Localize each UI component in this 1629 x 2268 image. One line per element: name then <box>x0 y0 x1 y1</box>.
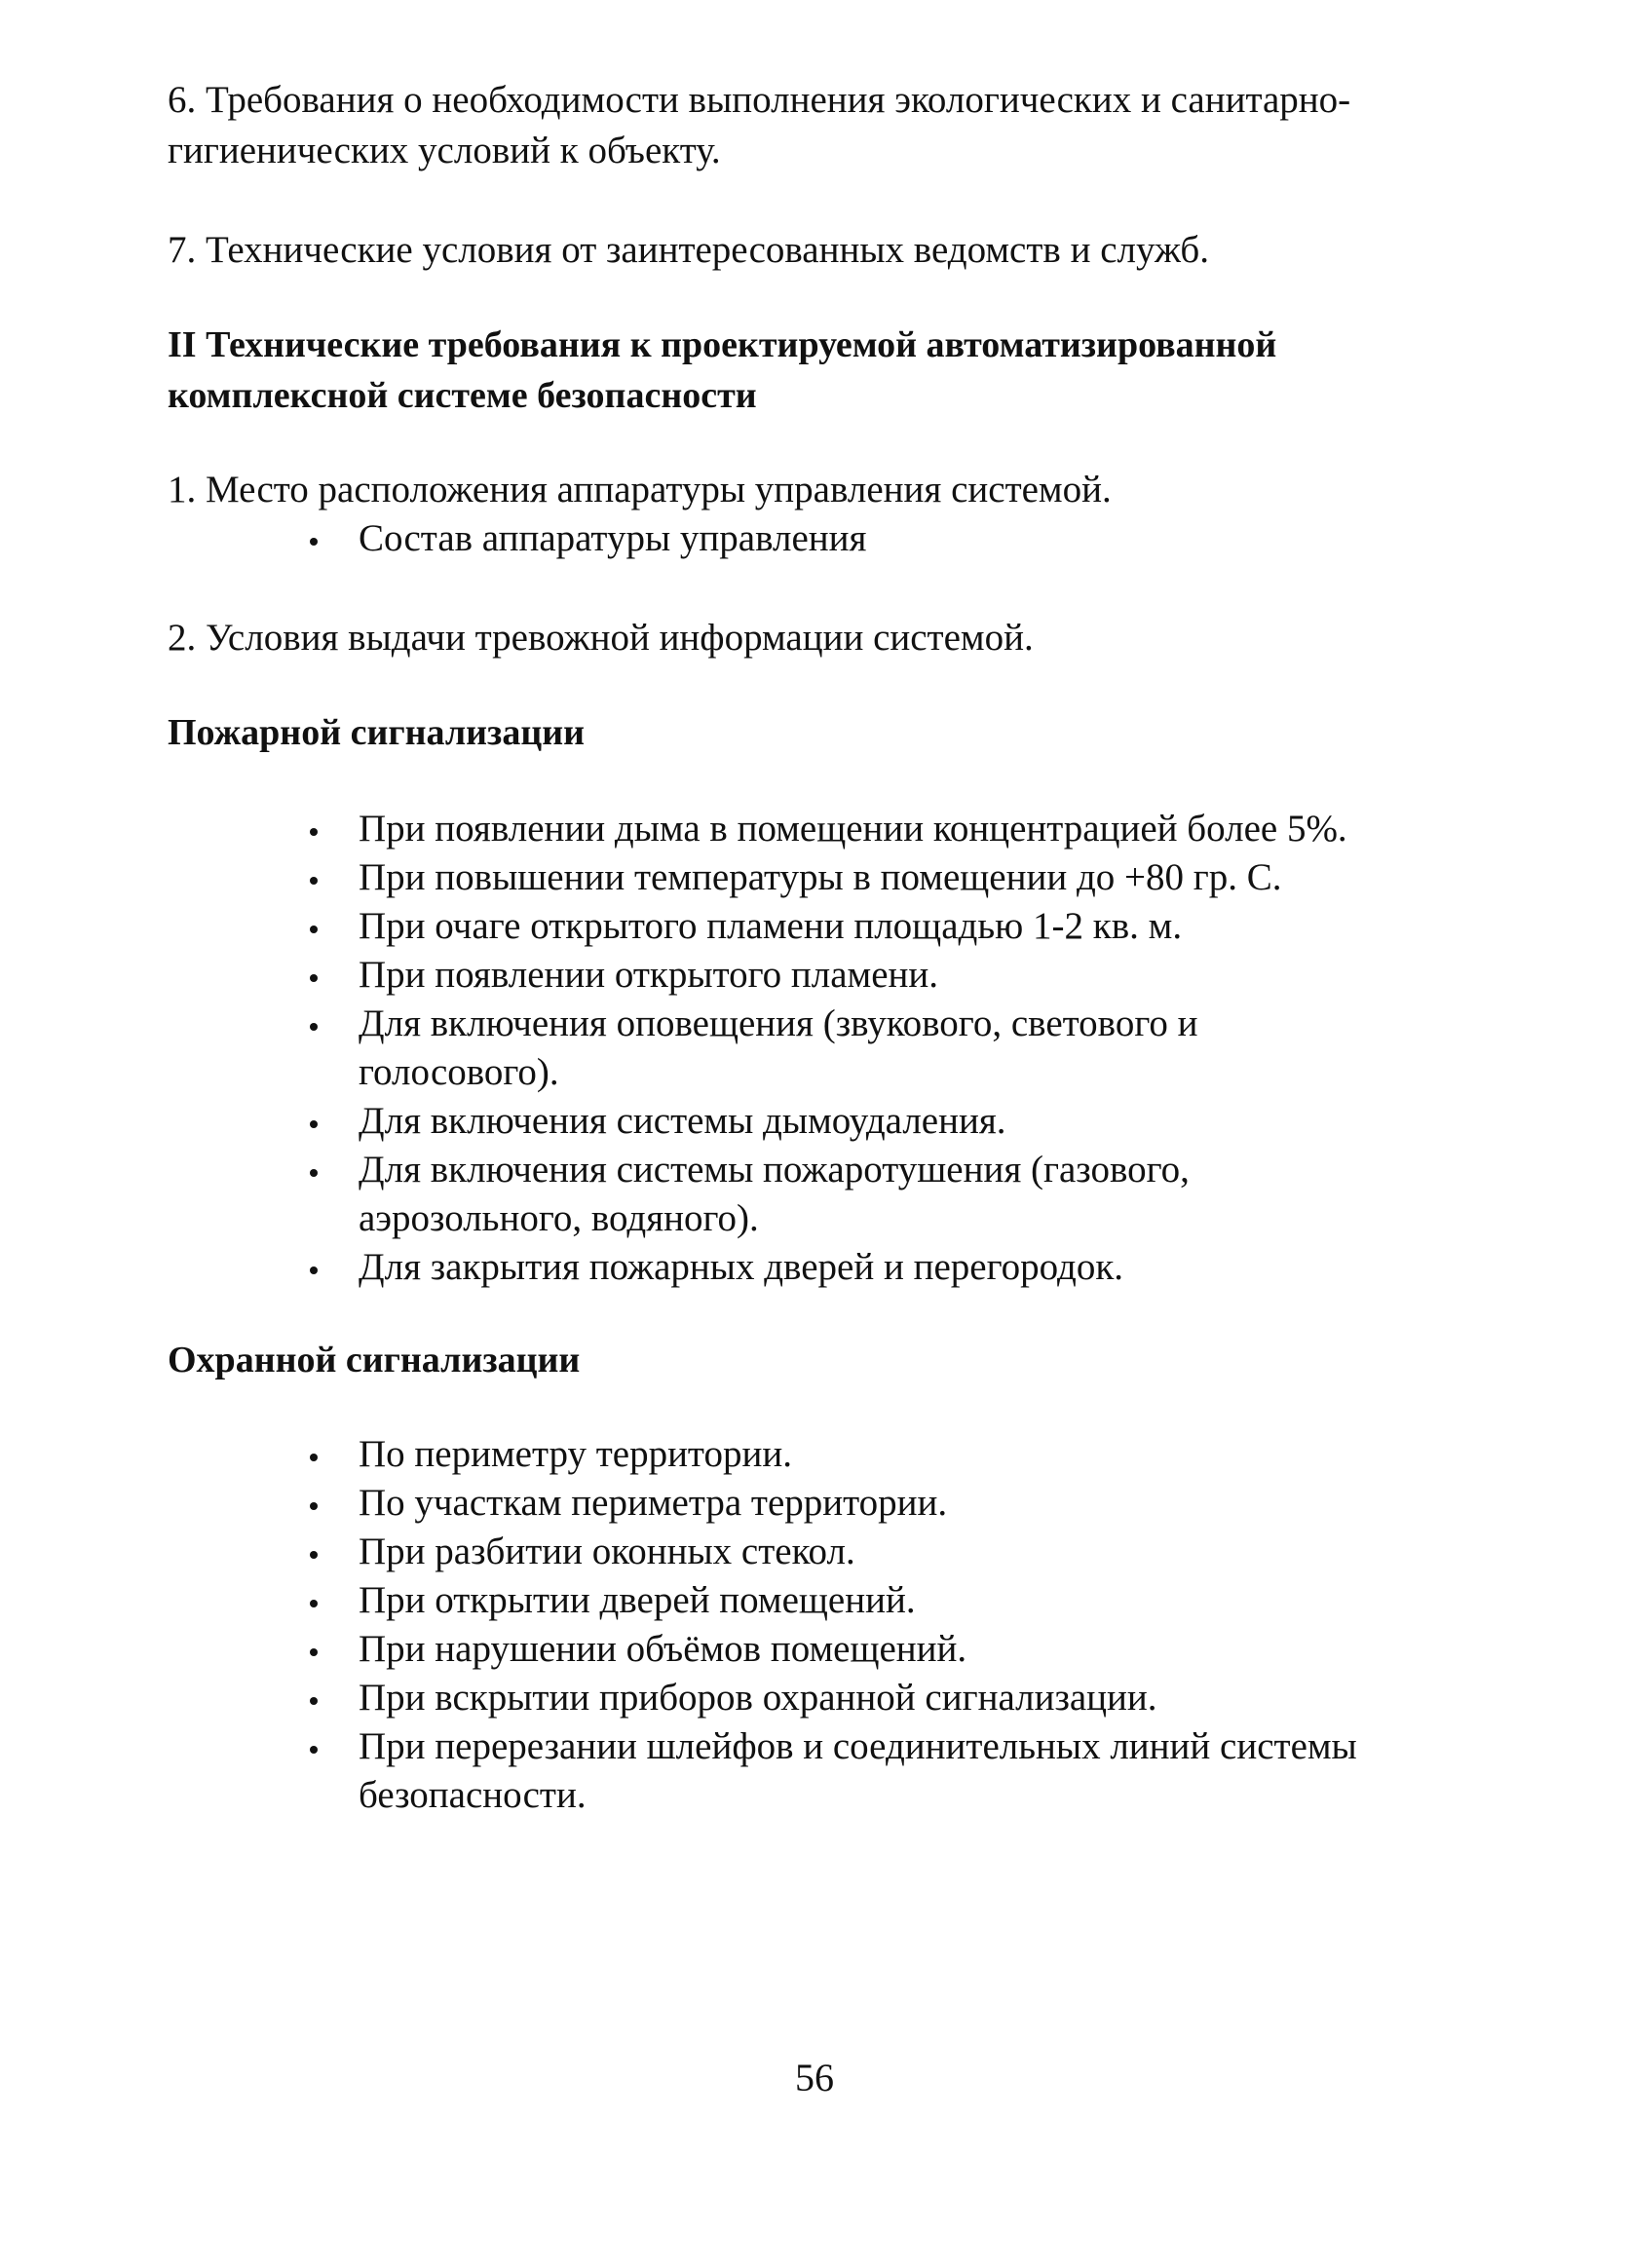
item-7: 7. Технические условия от заинтересованных ведомств и служб. <box>168 229 1209 271</box>
bullet-icon <box>310 1502 318 1510</box>
security-list-item: При нарушении объёмов помещений. <box>310 1625 966 1674</box>
bullet-icon <box>310 828 318 836</box>
bullet-icon <box>310 1600 318 1607</box>
bullet-icon <box>310 1266 318 1274</box>
bullet-icon <box>310 1023 318 1031</box>
security-list-item: При разбитии оконных стекол. <box>310 1528 855 1576</box>
bullet-icon <box>310 538 318 546</box>
bullet-icon <box>310 1551 318 1559</box>
section-2-title-line-2: комплексной системе безопасности <box>168 375 757 416</box>
bullet-icon <box>310 877 318 885</box>
bullet-icon <box>310 1120 318 1128</box>
security-list-item: При вскрытии приборов охранной сигнализации. <box>310 1674 1157 1722</box>
bullet-icon <box>310 926 318 933</box>
section-2-title-line-1: II Технические требования к проектируемой автоматизированной <box>168 324 1277 365</box>
point-1: 1. Место расположения аппаратуры управления системой. <box>168 469 1112 510</box>
security-list-item: При перерезании шлейфов и соединительных линий системы безопасности. <box>310 1722 1357 1820</box>
bullet-icon <box>310 1697 318 1705</box>
item-6-line-2: гигиенических условий к объекту. <box>168 130 721 171</box>
fire-list-item: Для включения оповещения (звукового, светового и голосового). <box>310 1000 1197 1097</box>
bullet-icon <box>310 1746 318 1754</box>
point-2: 2. Условия выдачи тревожной информации системой. <box>168 617 1034 659</box>
bullet-icon <box>310 974 318 982</box>
fire-list-item: При повышении температуры в помещении до +80 гр. С. <box>310 853 1282 902</box>
fire-list-item: Для включения системы пожаротушения (газового, аэрозольного, водяного). <box>310 1146 1190 1243</box>
security-list-item: По участкам периметра территории. <box>310 1479 947 1528</box>
point-1-bullet-text: Состав аппаратуры управления <box>359 517 867 559</box>
fire-list-item: Для закрытия пожарных дверей и перегородок. <box>310 1243 1123 1292</box>
point-1-bullet <box>310 514 866 563</box>
fire-list-item: При очаге открытого пламени площадью 1-2 кв. м. <box>310 902 1182 951</box>
item-6-line-1: 6. Требования о необходимости выполнения экологических и санитарно- <box>168 79 1351 121</box>
bullet-icon <box>310 1454 318 1461</box>
bullet-icon <box>310 1648 318 1656</box>
security-alarm-heading: Охранной сигнализации <box>168 1340 581 1380</box>
fire-list-item: При появлении открытого пламени. <box>310 951 938 1000</box>
page-number: 56 <box>795 2056 834 2099</box>
fire-alarm-heading: Пожарной сигнализации <box>168 712 586 753</box>
security-list-item: При открытии дверей помещений. <box>310 1576 916 1625</box>
security-list-item: По периметру территории. <box>310 1430 792 1479</box>
fire-list-item: Для включения системы дымоудаления. <box>310 1097 1006 1146</box>
fire-list-item: При появлении дыма в помещении концентрацией более 5%. <box>310 805 1347 853</box>
bullet-icon <box>310 1169 318 1177</box>
